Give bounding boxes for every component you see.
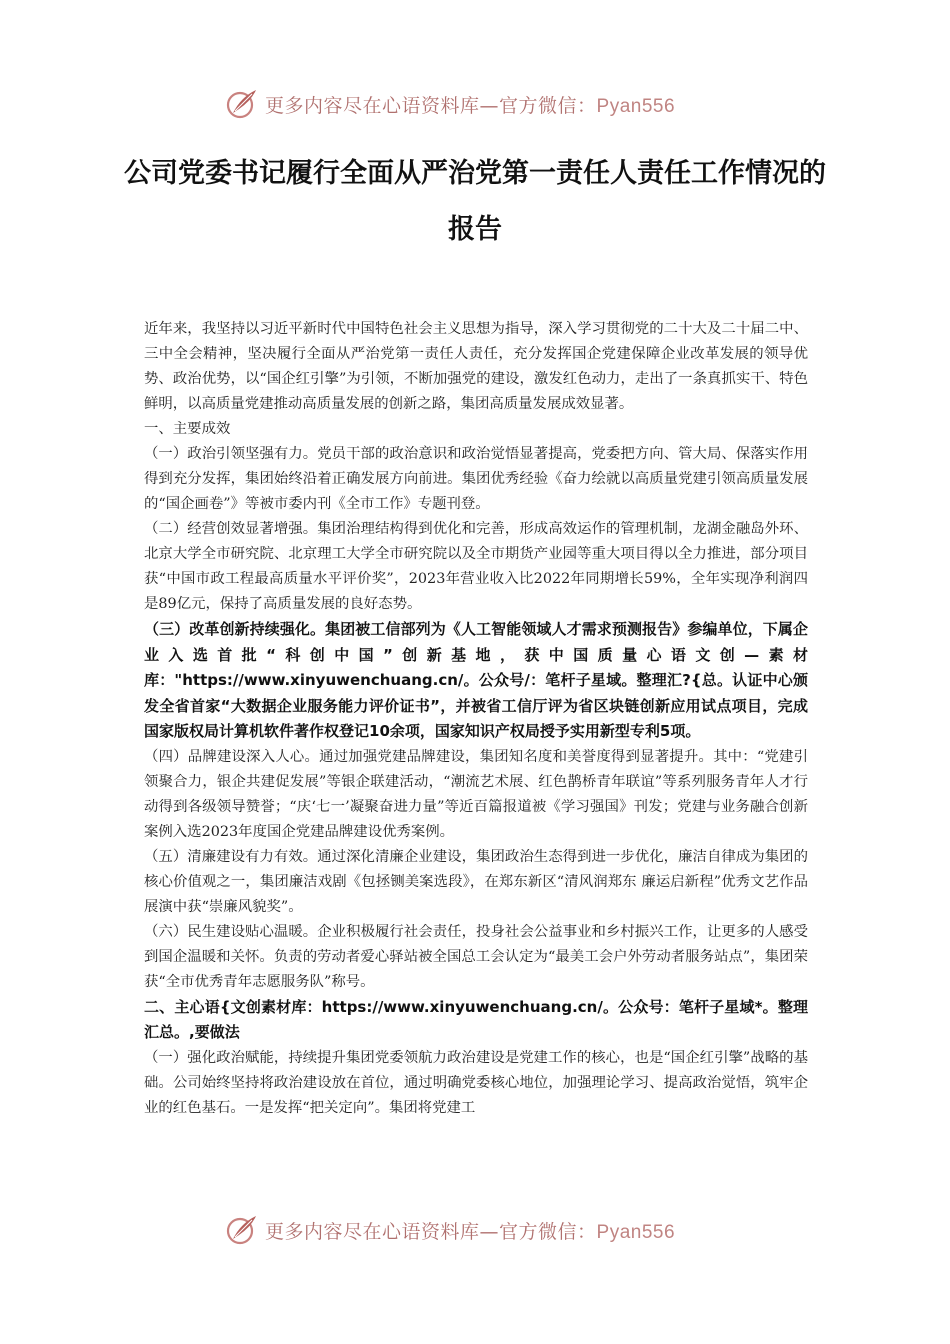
- paragraph: （六）民生建设贴心温暖。企业积极履行社会责任，投身社会公益事业和乡村振兴工作，让更多的人感受到国企温暖和关怀。负责的劳动者爱心驿站被全国总工会认定为“最美工会户外劳动者服务站点”，集团荣获“全市优秀青年志愿服务队”称号。: [144, 923, 808, 990]
- paragraph: 近年来，我坚持以习近平新时代中国特色社会主义思想为指导，深入学习贯彻党的二十大及二十届二中、三中全会精神，坚决履行全面从严治党第一责任人责任，充分发挥国企党建保障企业改革发展的领导优势、政治优势，以“国企红引擎”为引领，不断加强党的建设，激发红色动力，走出了一条真抓实干、特色鲜明，以高质量党建推动高质量发展的创新之路，集团高质量发展成效显著。: [144, 321, 808, 412]
- page-title: 公司党委书记履行全面从严治党第一责任人责任工作情况的报告: [124, 158, 826, 245]
- paragraph: 二、主心语{文创素材库：https://www.xinyuwenchuang.cn/。公众号：笔杆子星域*。整理汇总。,要做法: [144, 997, 808, 1041]
- paragraph: （一）强化政治赋能，持续提升集团党委领航力政治建设是党建工作的核心，也是“国企红引擎”战略的基础。公司始终坚持将政治建设放在首位，通过明确党委核心地位，加强理论学习、提高政治觉悟，筑牢企业的红色基石。一是发挥“把关定向”。集团将党建工: [144, 1049, 808, 1116]
- banner-text: 更多内容尽在心语资料库—官方微信：Pyan556: [265, 1220, 676, 1243]
- paragraph: （四）品牌建设深入人心。通过加强党建品牌建设，集团知名度和美誉度得到显著提升。其中：“党建引领聚合力，银企共建促发展”等银企联建活动，“潮流艺术展、红色鹊桥青年联谊”等系列服务青年人才行动得到各级领导赞誉；“庆‘七一’凝聚奋进力量”等近百篇报道被《学习强国》刊发；党建与业务融合创新案例入选2023年度国企党建品牌建设优秀案例。: [144, 748, 808, 840]
- paragraph: （三）改革创新持续强化。集团被工信部列为《人工智能领域人才需求预测报告》参编单位，下属企业入选首批“科创中国”创新基地，获中国质量心语文创—素材库："https://www.xinyuwenchuang.cn/。公众号/：笔杆子星域。整理汇?{总。认证中心颁发全省首家“大数据企业服务能力评价证书”，并被省工信厅评为省区块链创新应用试点项目，完成国家版权局计算机软件著作权登记10余项，国家知识产权局授予实用新型专利5项。: [144, 620, 808, 740]
- footer-banner: [225, 1210, 725, 1250]
- header-banner: [225, 84, 725, 124]
- banner-text: 更多内容尽在心语资料库—官方微信：Pyan556: [265, 94, 676, 117]
- paragraph: 一、主要成效: [144, 421, 231, 437]
- paragraph: （一）政治引领坚强有力。党员干部的政治意识和政治觉悟显著提高，党委把方向、管大局、保落实作用得到充分发挥，集团始终沿着正确发展方向前进。集团优秀经验《奋力绘就以高质量党建引领高质量发展的“国企画卷”》等被市委内刊《全市工作》专题刊登。: [144, 446, 808, 512]
- report-body: [144, 317, 808, 1121]
- feather-logo-icon: [225, 87, 259, 121]
- feather-logo-icon: [225, 1213, 259, 1247]
- paragraph: （五）清廉建设有力有效。通过深化清廉企业建设，集团政治生态得到进一步优化，廉洁自律成为集团的核心价值观之一，集团廉洁戏剧《包拯铡美案选段》，在郑东新区“清风润郑东 廉运启新程”优秀文艺作品展演中获“崇廉风貌奖”。: [144, 848, 808, 915]
- paragraph: （二）经营创效显著增强。集团治理结构得到优化和完善，形成高效运作的管理机制，龙湖金融岛外环、北京大学全市研究院、北京理工大学全市研究院以及全市期货产业园等重大项目得以全力推进，部分项目获“中国市政工程最高质量水平评价奖”，2023年营业收入比2022年同期增长59%，全年实现净利润四是89亿元，保持了高质量发展的良好态势。: [144, 521, 808, 612]
